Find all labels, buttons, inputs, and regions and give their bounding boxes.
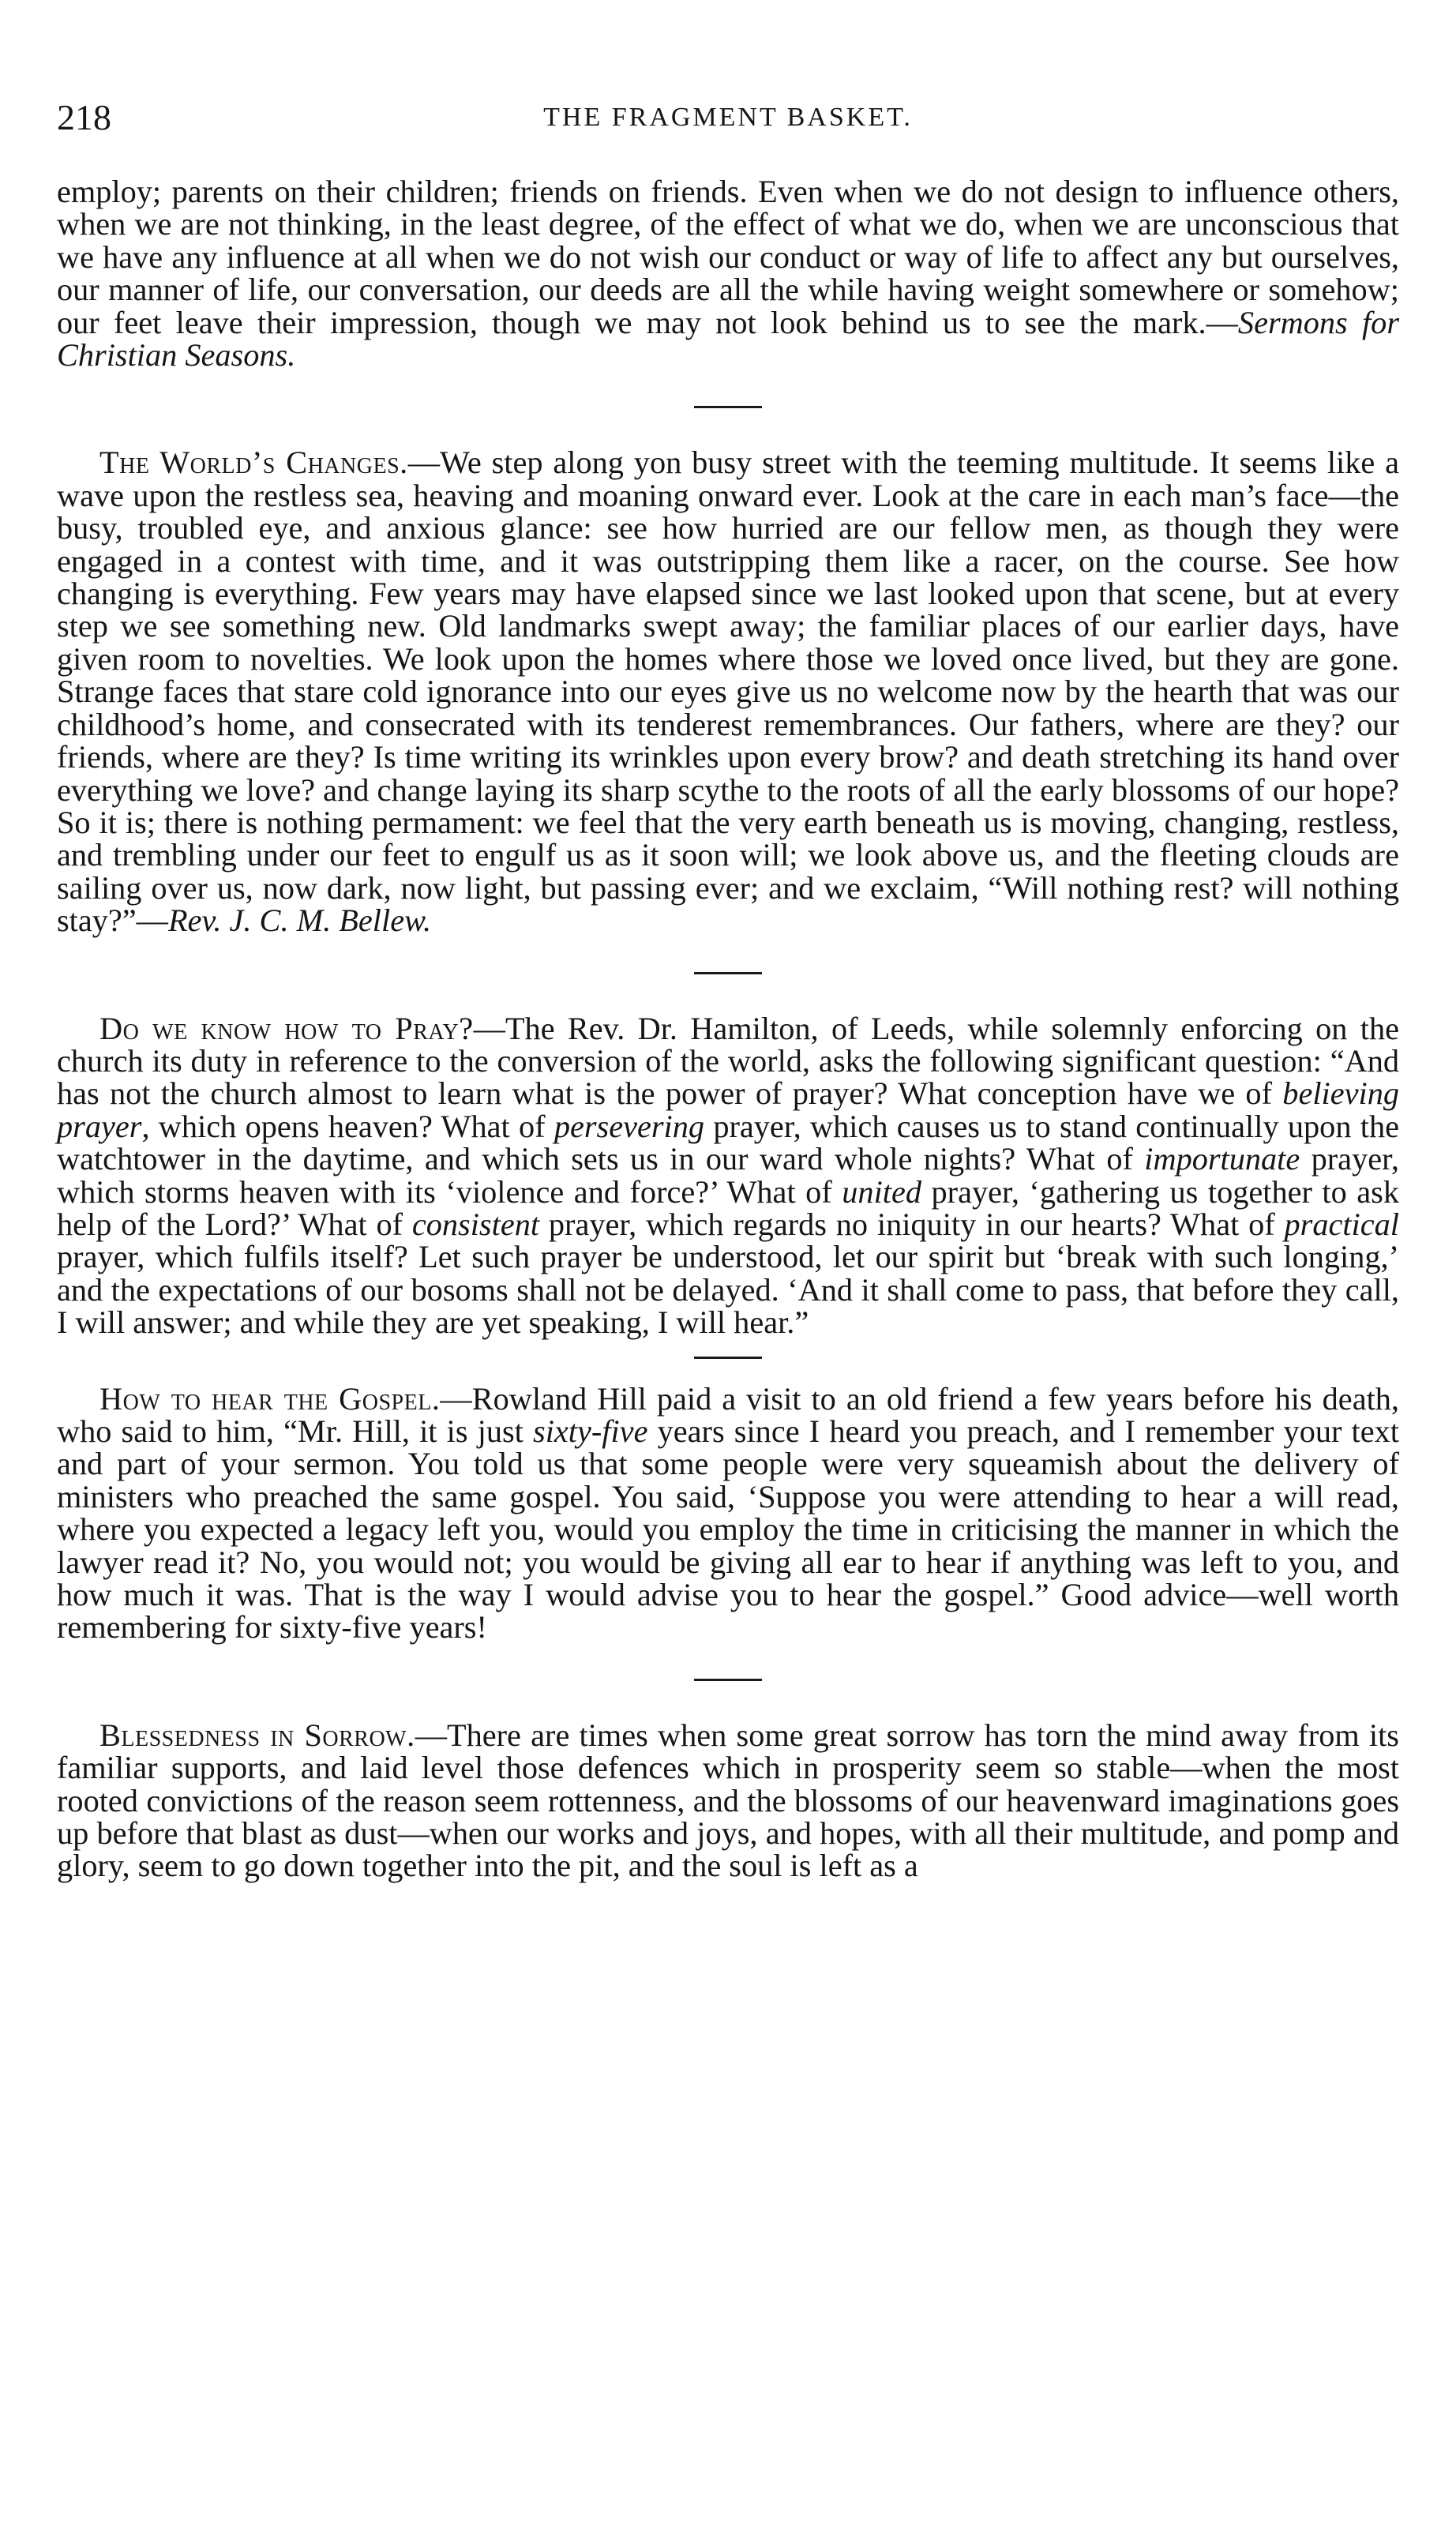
paragraph-body: prayer, which regards no iniquity in our hearts? What of (539, 1206, 1285, 1242)
emphasis-text: practical (1284, 1206, 1399, 1242)
running-title: THE FRAGMENT BASKET. (543, 103, 913, 132)
paragraph-source: Sermons for Christian Seasons. (57, 304, 1400, 373)
paragraph-heading: Blessedness in Sorrow. (99, 1717, 415, 1753)
emphasis-text: believing prayer (57, 1075, 1399, 1144)
emphasis-text: importunate (1144, 1141, 1300, 1177)
paragraph-body: —Rowland Hill paid a visit to an old friend a few years before his death, who said to him, “Mr. Hill, it is just (57, 1380, 1400, 1449)
paragraph-hear-the-gospel (57, 1380, 1400, 1646)
paragraph-body: employ; parents on their children; friends on friends. Even when we do not design to influence others, when we are not thinking, in the least degree, of the effect of what we do, when we are unconscious that we have any influence at all when we do not wish our conduct or way of life to affect any but ourselves, our manner of life, our conversation, our deeds are all the while having weight somewhere or somehow; our feet leave their impression, though we may not look behind us to see the mark.— (57, 174, 1399, 340)
section-divider (694, 1357, 762, 1359)
page-number: 218 (57, 97, 111, 137)
paragraph-blessedness-in-sorrow (57, 1719, 1399, 1882)
paragraph-body: prayer, which causes us to stand continually upon the watchtower in the daytime, and which sets us in our ward whole nights? What of (57, 1108, 1399, 1177)
emphasis-text: sixty-five (533, 1413, 648, 1449)
section-divider (694, 1679, 762, 1681)
paragraph-body: prayer, which fulfils itself? Let such prayer be understood, let our spirit but ‘break with such longing,’ and the expectations of our bosoms shall not be delayed. ‘And it shall come to pass, that before they call, I will answer; and while they are yet speaking, I will hear.” (57, 1239, 1399, 1341)
paragraph-heading: The World’s Changes. (99, 445, 408, 481)
paragraph-source: Rev. J. C. M. Bellew. (167, 903, 432, 939)
page-header (57, 96, 1399, 152)
paragraph-sermons-continuation (57, 175, 1399, 371)
paragraph-heading: How to hear the Gospel. (99, 1380, 441, 1417)
paragraph-body: —We step along yon busy street with the teeming multitude. It seems like a wave upon the restless sea, heaving and moaning onward ever. Look at the care in each man’s face—the busy, troubled eye, and anxious glance: see how hurried are our fellow men, as though they were engaged in a contest with time, and it was outstripping them like a racer, on the course. See how changing is everything. Few years may have elapsed since we last looked upon that scene, but at every step we see something new. Old landmarks swept away; the familiar places of our earlier days, have given room to novelties. We look upon the homes where those we loved once lived, but they are gone. Strange faces that stare cold ignorance into our eyes give us no welcome now by the hearth that was our childhood’s home, and consecrated with its tenderest remembrances. Our fathers, where are they? our friends, where are they? Is time writing its wrinkles upon every brow? and death stretching its hand over everything we love? and change laying its sharp scythe to the roots of all the early blossoms of our hope? So it is; there is nothing permament: we feel that the very earth beneath us is moving, changing, restless, and trembling under our feet to engulf us as it soon will; we look above us, and the fleeting clouds are sailing over us, now dark, now light, but passing ever; and we exclaim, “Will nothing rest? will nothing stay?”— (57, 445, 1400, 939)
section-divider (694, 406, 762, 408)
emphasis-text: united (842, 1173, 921, 1210)
emphasis-text: consistent (411, 1206, 540, 1242)
paragraph-body: —There are times when some great sorrow has torn the mind away from its familiar supports, and laid level those defences which in prosperity seem so stable—when the most rooted convictions of the reason seem rottenness, and the blossoms of our heavenward imaginations goes up before that blast as dust—when our works and joys, and hopes, with all their multitude, and pomp and glory, seem to go down together into the pit, and the soul is left as a (57, 1717, 1399, 1884)
paragraph-body: —The Rev. Dr. Hamilton, of Leeds, while solemnly enforcing on the church its duty in reference to the conversion of the world, asks the following significant question: “And has not the church almost to learn what is the power of prayer? What conception have we of (57, 1010, 1399, 1112)
paragraph-body: prayer, ‘gathering us together to ask help of the Lord?’ What of (57, 1173, 1400, 1242)
section-divider (694, 972, 762, 974)
paragraph-body: , which opens heaven? What of (141, 1108, 554, 1144)
paragraph-worlds-changes (57, 445, 1400, 939)
emphasis-text: persevering (554, 1108, 705, 1144)
paragraph-heading: Do we know how to Pray? (99, 1010, 474, 1046)
paragraph-body: years since I heard you preach, and I remember your text and part of your sermon. You told us that some people were very squeamish about the delivery of ministers who preached the same gospel. You said, ‘Suppose you were attending to hear a will read, where you expected a legacy left you, would you employ the time in criticising the manner in which the lawyer read it? No, you would not; you would be giving all ear to hear if anything was left to you, and how much it was. That is the way I would advise you to hear the gospel.” Good advice—well worth remembering for sixty-five years! (57, 1413, 1399, 1646)
paragraph-body: prayer, which storms heaven with its ‘violence and force?’ What of (57, 1141, 1399, 1210)
paragraph-how-to-pray (57, 1012, 1399, 1339)
page-content (57, 175, 1399, 1882)
